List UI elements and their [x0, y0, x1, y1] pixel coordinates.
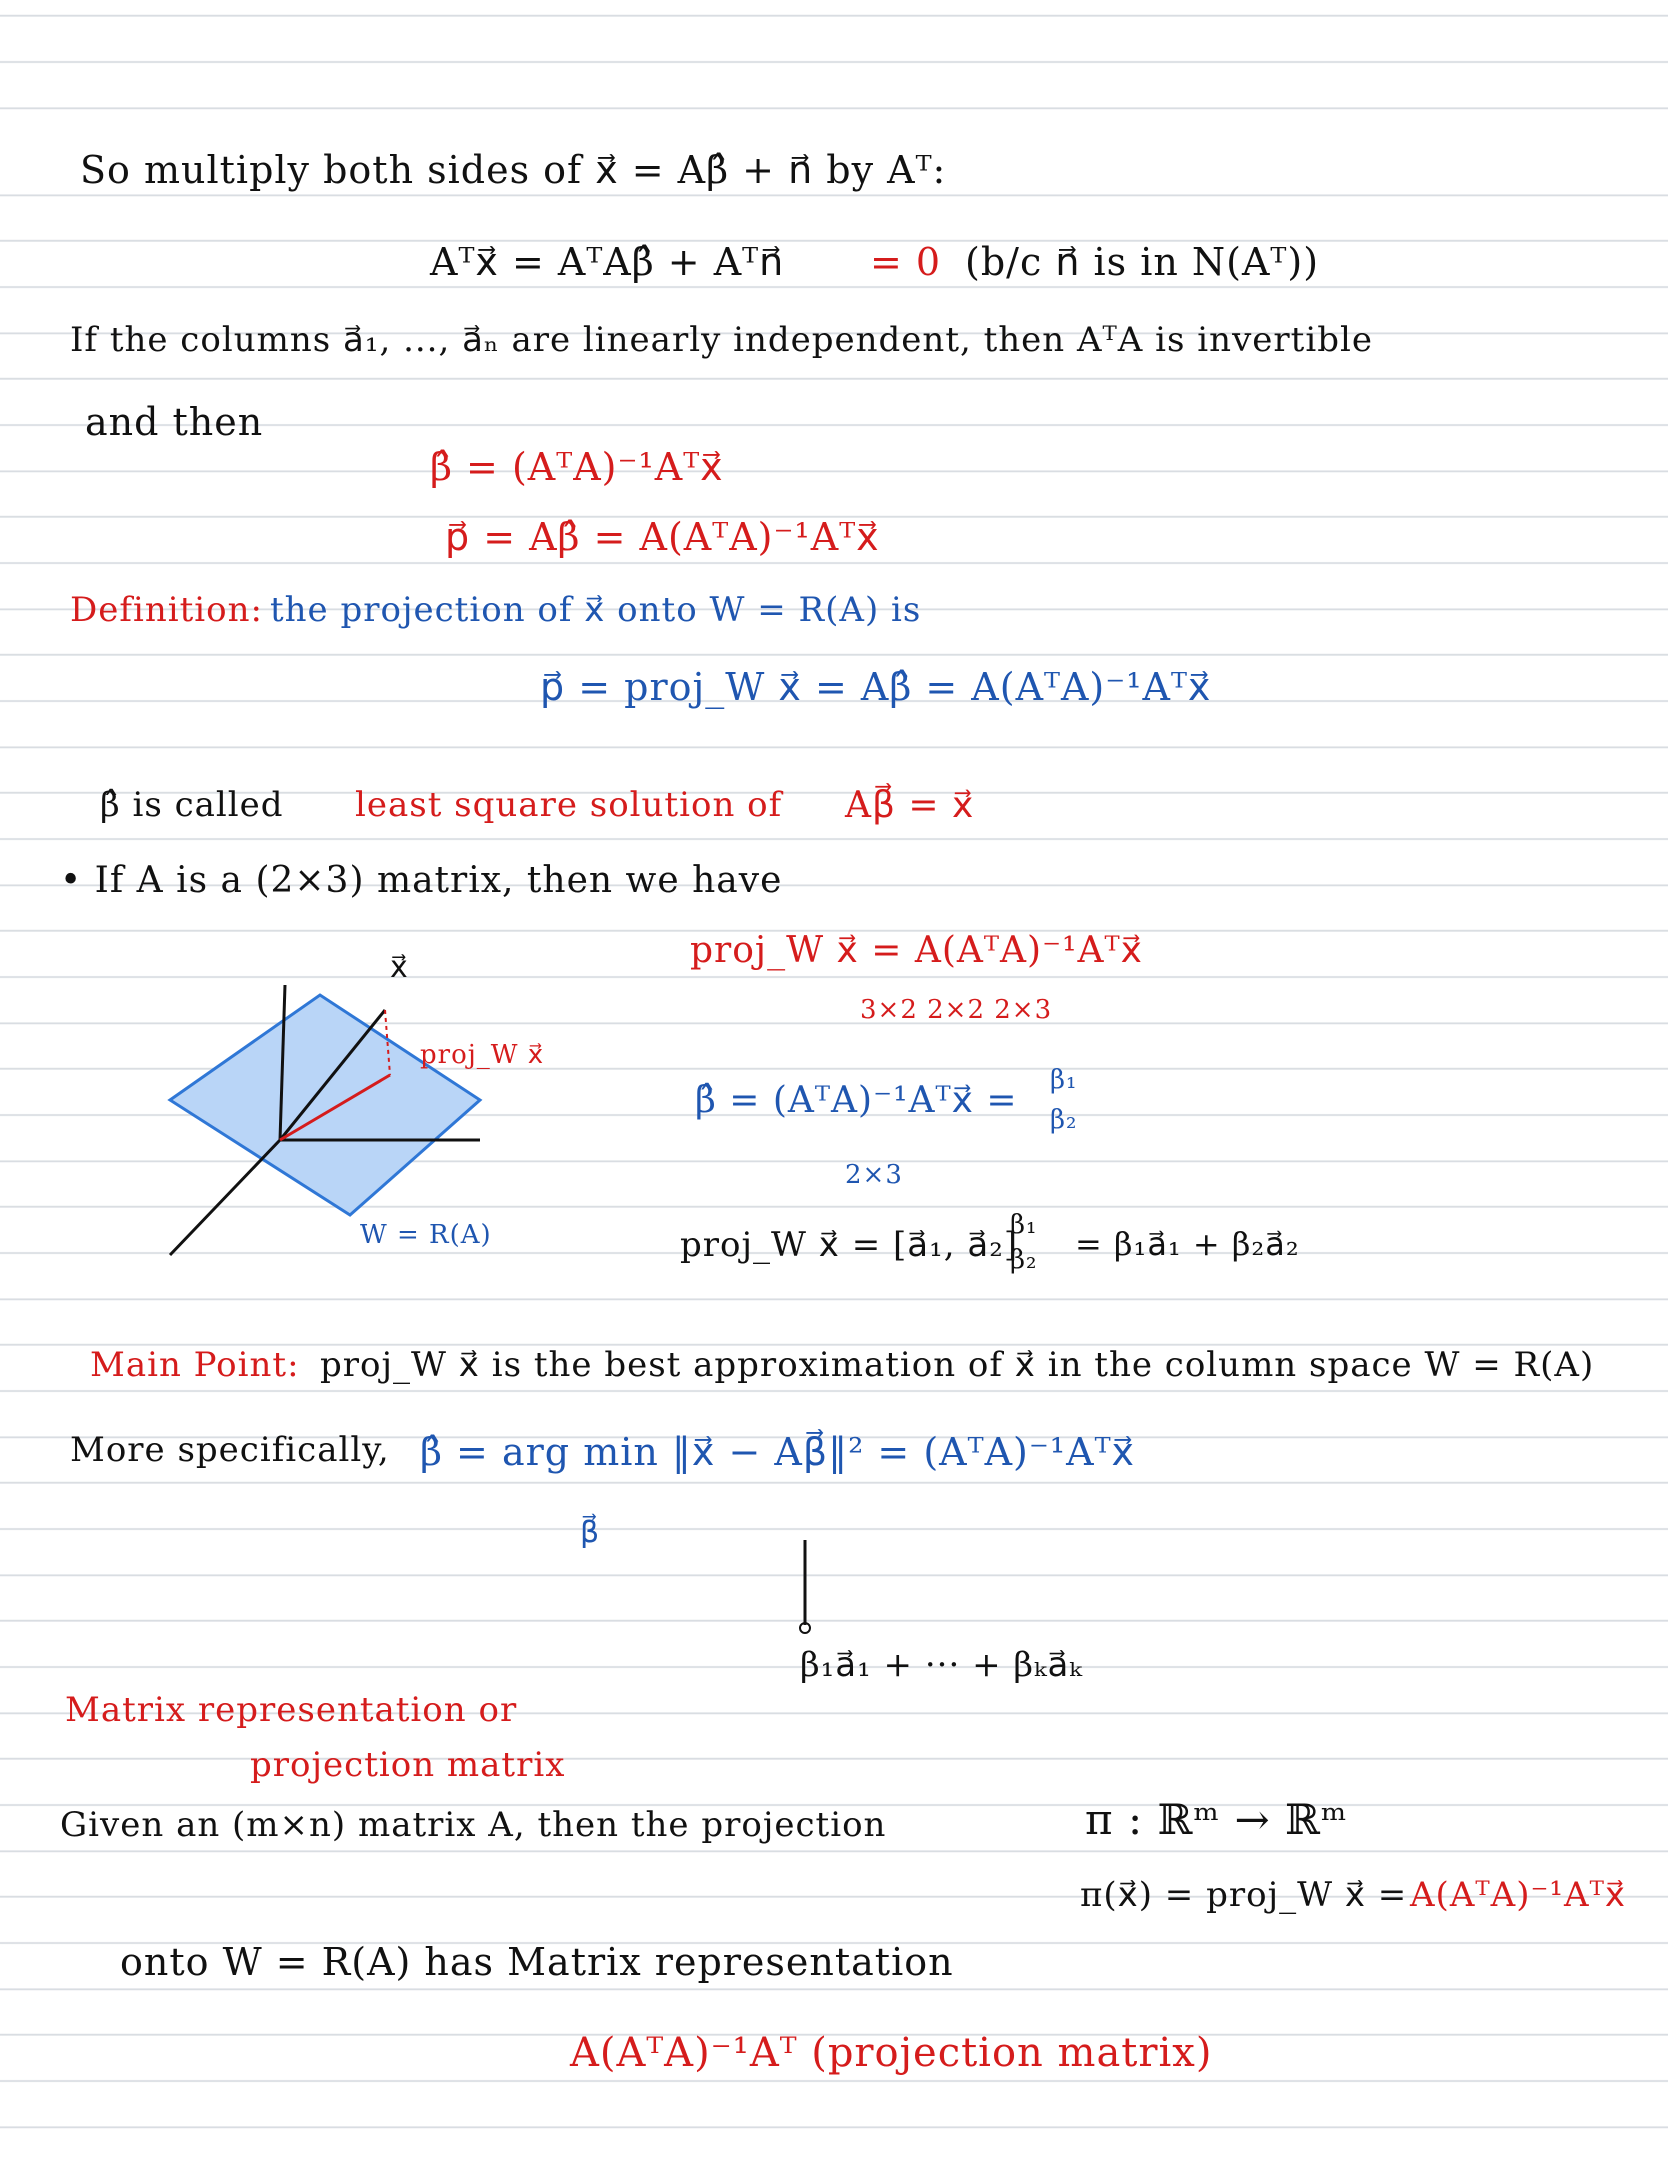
- beta-two: β₂: [1050, 1105, 1078, 1135]
- definition-label: Definition:: [70, 590, 263, 630]
- axis-depth: [170, 1140, 280, 1255]
- least-square-label: least square solution of: [355, 785, 783, 825]
- main-point-text: proj_W x⃗ is the best approximation of x⃗ in the column space W = R(A): [320, 1345, 1595, 1385]
- column-space-plane: [170, 995, 480, 1215]
- null-space-note: (b/c n⃗ is in N(Aᵀ)): [965, 240, 1320, 284]
- independence-line: If the columns a⃗₁, ..., a⃗ₙ are linearly independent, then AᵀA is invertible: [70, 320, 1373, 360]
- p-equation: p⃗ = Aβ̂ = A(AᵀA)⁻¹Aᵀx⃗: [445, 515, 880, 559]
- pi-equation: π(x⃗) = proj_W x⃗ =: [1080, 1875, 1408, 1915]
- dimension-labels: 3×2 2×2 2×3: [860, 995, 1053, 1025]
- beta-hat-equation: β̂ = (AᵀA)⁻¹Aᵀx⃗: [430, 445, 724, 489]
- projection-matrix-label: projection matrix: [250, 1745, 566, 1785]
- sum-arrow: [795, 1540, 815, 1635]
- proj-beta-two: β₂: [1010, 1245, 1038, 1275]
- and-then: and then: [85, 400, 264, 444]
- transpose-equation: Aᵀx⃗ = AᵀAβ̂ + Aᵀn⃗: [430, 240, 785, 284]
- projection-matrix-formula: A(AᵀA)⁻¹Aᵀ (projection matrix): [570, 2030, 1213, 2076]
- diagram-x-label: x⃗: [390, 950, 409, 985]
- matrix-representation-label: Matrix representation or: [65, 1690, 518, 1730]
- diagram-proj-label: proj_W x⃗: [420, 1040, 545, 1070]
- argmin-equation: β̂ = arg min ‖x⃗ − Aβ⃗‖² = (AᵀA)⁻¹Aᵀx⃗: [420, 1430, 1136, 1474]
- beta-one: β₁: [1050, 1065, 1078, 1095]
- proj-beta-one: β₁: [1010, 1210, 1038, 1240]
- given-line: Given an (m×n) matrix A, then the projection: [60, 1805, 887, 1845]
- pi-equation-result: A(AᵀA)⁻¹Aᵀx⃗: [1410, 1875, 1626, 1915]
- proj-columns-equation: proj_W x⃗ = [a⃗₁, a⃗₂]: [680, 1225, 1019, 1265]
- sum-expansion: β₁a⃗₁ + ··· + βₖa⃗ₖ: [800, 1645, 1083, 1685]
- main-point-label: Main Point:: [90, 1345, 300, 1385]
- dimension-2x3: 2×3: [845, 1160, 903, 1190]
- least-square-equation: Aβ⃗ = x⃗: [845, 785, 975, 826]
- more-specifically: More specifically,: [70, 1430, 390, 1470]
- proj-sum: = β₁a⃗₁ + β₂a⃗₂: [1075, 1225, 1300, 1263]
- pi-mapping: π : ℝᵐ → ℝᵐ: [1085, 1795, 1348, 1844]
- beta-matrix-equation: β̂ = (AᵀA)⁻¹Aᵀx⃗ =: [695, 1080, 1018, 1121]
- diagram-w-label: W = R(A): [360, 1220, 492, 1250]
- argmin-subscript: β⃗: [580, 1515, 601, 1550]
- called-text: β̂ is called: [100, 785, 284, 825]
- onto-line: onto W = R(A) has Matrix representation: [120, 1940, 954, 1984]
- zero-annotation: = 0: [870, 240, 942, 284]
- matrix-case-line: • If A is a (2×3) matrix, then we have: [60, 860, 783, 901]
- proj-equation: proj_W x⃗ = A(AᵀA)⁻¹Aᵀx⃗: [690, 930, 1143, 971]
- definition-equation: p⃗ = proj_W x⃗ = Aβ̂ = A(AᵀA)⁻¹Aᵀx⃗: [540, 665, 1212, 709]
- definition-text: the projection of x⃗ onto W = R(A) is: [270, 590, 922, 630]
- intro-line: So multiply both sides of x⃗ = Aβ̂ + n⃗ by Aᵀ:: [80, 148, 947, 192]
